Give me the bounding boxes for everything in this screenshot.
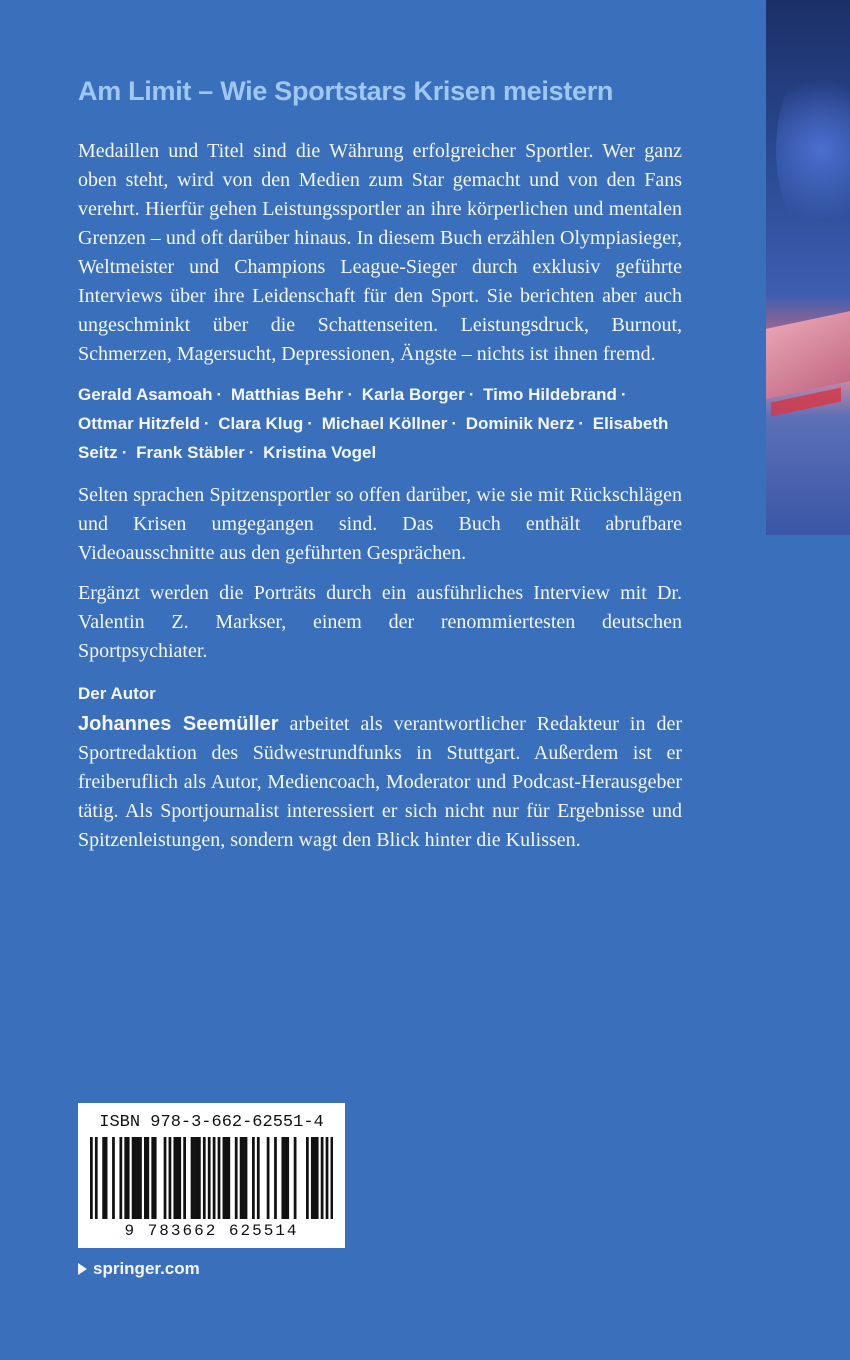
barcode-bar xyxy=(313,1137,316,1219)
barcode-bar xyxy=(326,1137,329,1219)
barcode-bar xyxy=(154,1137,157,1219)
author-bio-text: arbeitet als verantwortlicher Redakteur in der Sportredaktion des Südwestrundfunks in Stuttgart. Außerdem ist er freiberuflich als Autor, Mediencoach, Moderator und Podcast-Herausgeber tätig. Als Sportjournalist interessiert er sich nicht nur für Ergebnisse und Spitzenleistungen, sondern wagt den Blick hinter die Kulissen. xyxy=(78,713,682,851)
photo-light xyxy=(776,60,850,240)
barcode-digits: 9 783662 625514 xyxy=(124,1222,299,1240)
interview-paragraph: Ergänzt werden die Porträts durch ein ausführliches Interview mit Dr. Valentin Z. Markser, einem der renommiertesten deutschen Sportpsychiater. xyxy=(78,582,682,662)
name-separator: · xyxy=(216,385,223,404)
athlete-name: Matthias Behr xyxy=(230,385,344,404)
author-heading: Der Autor xyxy=(78,684,156,703)
barcode-bar xyxy=(245,1137,248,1219)
athlete-list xyxy=(78,380,682,467)
barcode-bar xyxy=(331,1137,333,1219)
athlete-name: Michael Köllner xyxy=(321,414,448,433)
barcode-bar xyxy=(306,1137,309,1219)
athlete-name: Clara Klug xyxy=(218,414,304,433)
barcode-bar xyxy=(127,1137,130,1219)
name-separator: · xyxy=(121,443,128,462)
barcode-bar xyxy=(274,1137,277,1219)
barcode-bar xyxy=(105,1137,108,1219)
barcode-bar xyxy=(198,1137,201,1219)
author-bio xyxy=(78,710,682,855)
barcode-bar xyxy=(284,1137,287,1219)
barcode-bar xyxy=(267,1137,270,1219)
arrow-right-icon xyxy=(78,1263,87,1275)
barcode-bar xyxy=(95,1137,98,1219)
barcode-bar xyxy=(240,1137,243,1219)
cover-photo xyxy=(766,0,850,535)
author-name: Johannes Seemüller xyxy=(78,713,279,735)
barcode-bar xyxy=(139,1137,142,1219)
barcode-bar xyxy=(213,1137,216,1219)
name-separator: · xyxy=(620,385,627,404)
barcode-bar xyxy=(242,1137,245,1219)
video-paragraph: Selten sprachen Spitzensportler so offen darüber, wie sie mit Rückschlägen und Krisen umgegangen sind. Das Buch enthält abrufbare Videoausschnitte aus den geführten Gesprächen. xyxy=(78,484,682,564)
barcode-bar xyxy=(102,1137,105,1219)
barcode-bar xyxy=(169,1137,172,1219)
barcode-bar xyxy=(281,1137,284,1219)
name-separator: · xyxy=(203,414,210,433)
barcode-bar xyxy=(134,1137,137,1219)
name-separator: · xyxy=(468,385,475,404)
barcode-bar xyxy=(137,1137,140,1219)
barcode-bar xyxy=(124,1137,127,1219)
barcode-bar xyxy=(218,1137,221,1219)
barcode-bar xyxy=(132,1137,135,1219)
athlete-name: Timo Hildebrand xyxy=(483,385,617,404)
isbn-barcode xyxy=(78,1103,345,1248)
name-separator: · xyxy=(307,414,313,433)
barcode-bar xyxy=(294,1137,297,1219)
athlete-name: Ottmar Hitzfeld xyxy=(78,414,200,433)
barcode-bar xyxy=(223,1137,226,1219)
barcode-bar xyxy=(203,1137,206,1219)
back-cover-text xyxy=(78,76,682,866)
barcode-bar xyxy=(311,1137,314,1219)
athlete-name: Frank Stäbler xyxy=(136,443,245,462)
name-separator: · xyxy=(347,385,353,404)
barcode-bar xyxy=(183,1137,186,1219)
barcode-bar xyxy=(191,1137,194,1219)
barcode-bar xyxy=(112,1137,115,1219)
athlete-name: Dominik Nerz xyxy=(465,414,575,433)
barcode-bar xyxy=(173,1137,176,1219)
barcode-bar xyxy=(193,1137,196,1219)
barcode-bars xyxy=(90,1137,333,1221)
athlete-name: Elisabeth Seitz xyxy=(78,414,669,462)
barcode-bar xyxy=(90,1137,93,1219)
barcode-bar xyxy=(151,1137,154,1219)
name-separator: · xyxy=(451,414,457,433)
barcode-bar xyxy=(235,1137,238,1219)
barcode-bar xyxy=(176,1137,179,1219)
photo-athlete-arm xyxy=(766,311,850,399)
publisher-link[interactable] xyxy=(78,1259,200,1279)
barcode-bar xyxy=(286,1137,289,1219)
athlete-name: Karla Borger xyxy=(361,385,465,404)
name-separator: · xyxy=(578,414,585,433)
barcode-bar xyxy=(257,1137,260,1219)
barcode-bar xyxy=(196,1137,199,1219)
barcode-bar xyxy=(316,1137,319,1219)
barcode-bar xyxy=(252,1137,255,1219)
barcode-bar xyxy=(146,1137,149,1219)
name-separator: · xyxy=(248,443,255,462)
barcode-bar xyxy=(225,1137,228,1219)
barcode-bar xyxy=(164,1137,167,1219)
isbn-number: ISBN 978-3-662-62551-4 xyxy=(99,1113,324,1132)
barcode-bar xyxy=(208,1137,211,1219)
intro-paragraph: Medaillen und Titel sind die Währung erfolgreicher Sportler. Wer ganz oben steht, wird von den Medien zum Star gemacht und von den Fans verehrt. Hierfür gehen Leistungssportler an ihre körperlichen und mentalen Grenzen – und oft darüber hinaus. In diesem Buch erzählen Olympiasieger, Weltmeister und Champions League-Sieger durch exklusiv geführte Interviews über ihre Leidenschaft für den Sport. Sie berichten aber auch ungeschminkt über die Schattenseiten. Leistungsdruck, Burnout, Schmerzen, Magersucht, Depressionen, Ängste – nichts ist ihnen fremd. xyxy=(78,140,682,365)
barcode-bar xyxy=(227,1137,230,1219)
barcode-bar xyxy=(144,1137,147,1219)
barcode-bar xyxy=(119,1137,122,1219)
athlete-name: Gerald Asamoah xyxy=(78,385,213,404)
barcode-bar xyxy=(321,1137,324,1219)
book-title: Am Limit – Wie Sportstars Krisen meistern xyxy=(78,76,614,106)
barcode-bar xyxy=(178,1137,181,1219)
publisher-url: springer.com xyxy=(93,1259,200,1278)
athlete-name: Kristina Vogel xyxy=(263,443,377,462)
